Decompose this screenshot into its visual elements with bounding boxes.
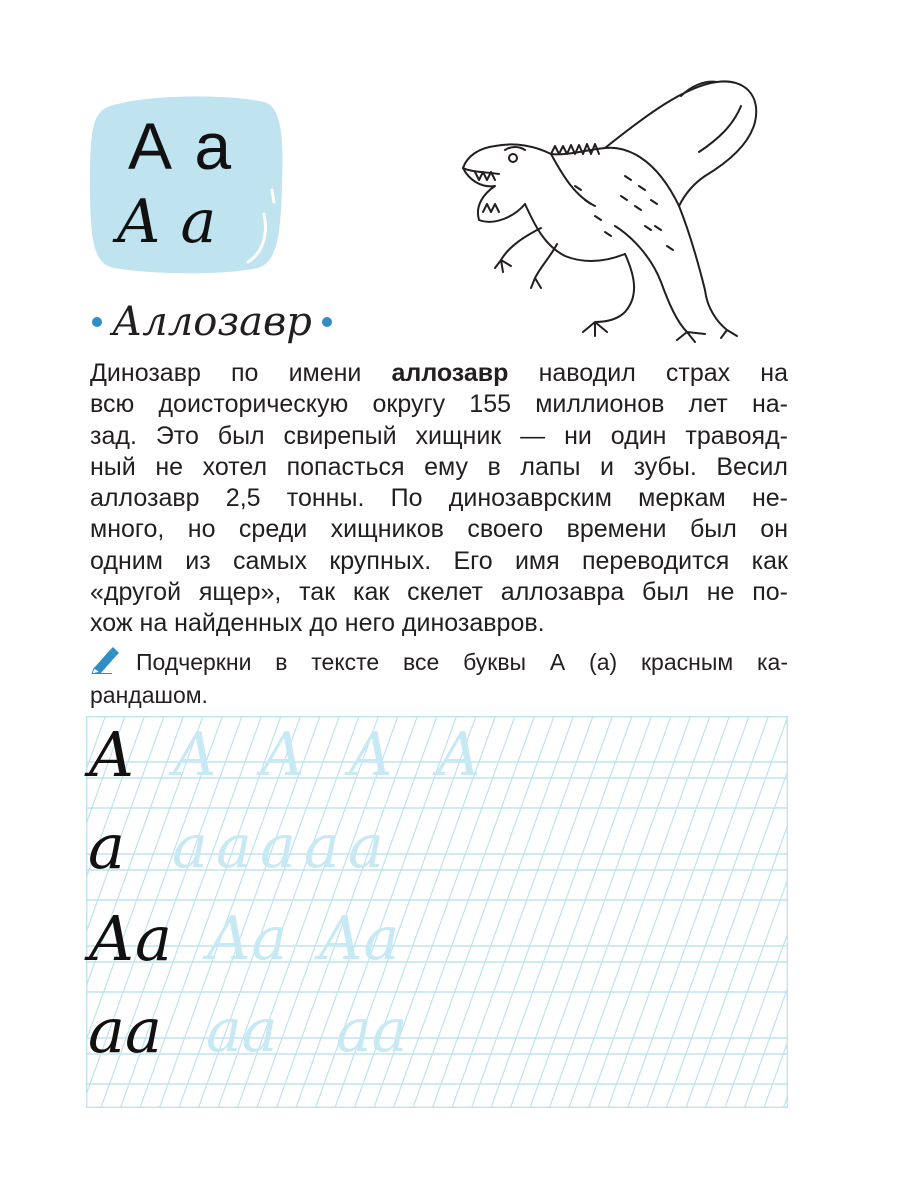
practice-trace-letter: а xyxy=(172,812,208,882)
bullet-dot-left xyxy=(92,317,102,327)
grid-slant-line xyxy=(510,716,651,1108)
bullet-dot-right xyxy=(322,317,332,327)
grid-slant-line xyxy=(491,716,632,1108)
practice-trace-letter: А xyxy=(260,720,306,790)
letter-print: А а xyxy=(128,109,234,183)
grid-slant-line xyxy=(471,716,612,1108)
story-line: одним из самых крупных. Его имя переводится как xyxy=(90,546,788,575)
word-title-text: Аллозавр xyxy=(112,299,312,345)
grid-slant-line xyxy=(608,716,749,1108)
letter-script: А а xyxy=(116,187,217,257)
story-line: всю доисторическую округу 155 миллионов лет на- xyxy=(90,390,788,419)
letter-card xyxy=(88,92,284,274)
story-line: ный не хотел попасться ему в лапы и зубы. Весил xyxy=(90,452,788,481)
task-line: Подчеркни в тексте все буквы А (а) красным ка- xyxy=(136,649,788,675)
practice-grid xyxy=(86,716,788,1108)
grid-slant-line xyxy=(530,716,671,1108)
pencil-icon xyxy=(90,644,120,674)
grid-slant-line xyxy=(413,716,554,1108)
word-title xyxy=(92,292,362,352)
practice-trace-letter: Аа xyxy=(206,904,288,974)
story-line: аллозавр 2,5 тонны. По динозаврским меркам не- xyxy=(90,484,788,513)
story-line: хож на найденных до него динозавров. xyxy=(90,609,545,638)
practice-trace-letter: аа xyxy=(206,996,278,1066)
practice-trace-letter: А xyxy=(348,720,394,790)
story-line: Динозавр по имени аллозавр наводил страх на xyxy=(90,359,789,387)
practice-trace-letter: а xyxy=(216,812,252,882)
practice-trace-letter: Аа xyxy=(318,904,400,974)
grid-slant-line xyxy=(569,716,710,1108)
grid-slant-line xyxy=(744,716,788,1108)
practice-sample-letter: а xyxy=(88,810,125,883)
practice-trace-letter: а xyxy=(260,812,296,882)
grid-slant-line xyxy=(588,716,729,1108)
practice-sample-letter: Аа xyxy=(88,902,172,975)
practice-trace-letter: А xyxy=(172,720,218,790)
practice-trace-letter: А xyxy=(436,720,482,790)
grid-slant-line xyxy=(549,716,690,1108)
story-line: много, но среди хищников своего времени был он xyxy=(90,515,788,544)
story-line: «другой ящер», так как скелет аллозавра был не по- xyxy=(90,578,788,607)
grid-slant-line xyxy=(666,716,788,1108)
practice-trace-letter: а xyxy=(304,812,340,882)
story-line: зад. Это был свирепый хищник — ни один травояд- xyxy=(90,421,788,450)
practice-trace-letter: аа xyxy=(336,996,408,1066)
grid-slant-line xyxy=(647,716,788,1108)
grid-slant-line xyxy=(627,716,768,1108)
practice-trace-letter: а xyxy=(348,812,384,882)
story-text xyxy=(90,358,788,640)
task-line: рандашом. xyxy=(90,682,208,708)
highlighted-word: аллозавр xyxy=(391,359,509,387)
practice-sample-letter: аа xyxy=(88,994,162,1067)
allosaurus-drawing-icon xyxy=(455,76,775,344)
practice-sample-letter: А xyxy=(88,718,135,791)
